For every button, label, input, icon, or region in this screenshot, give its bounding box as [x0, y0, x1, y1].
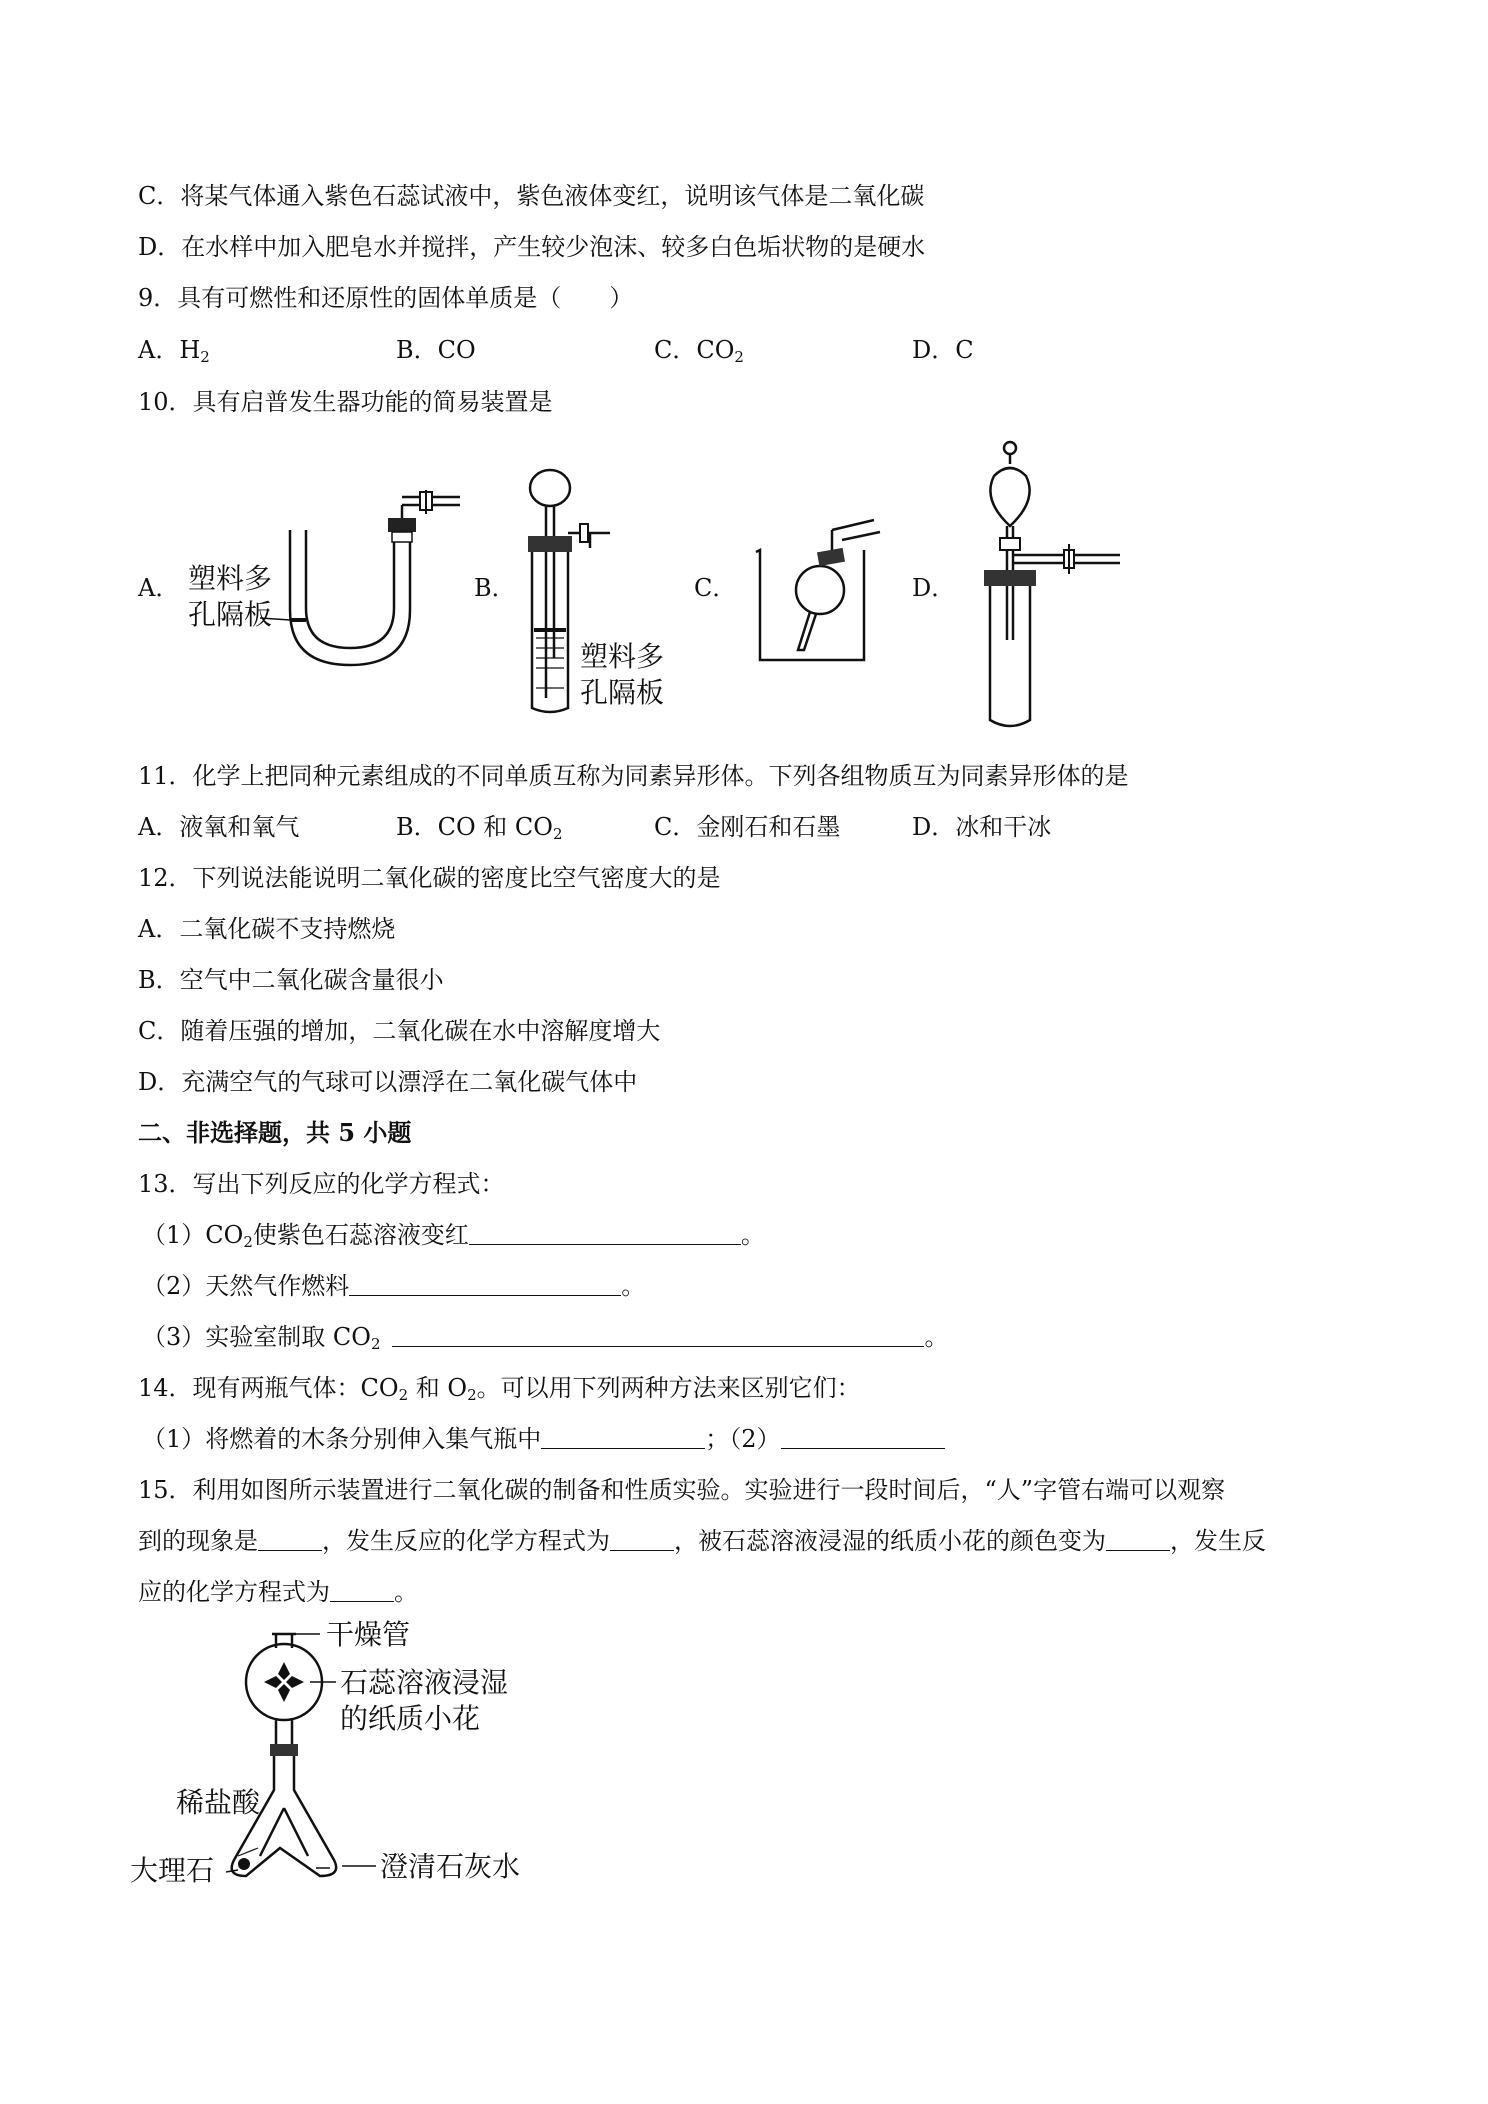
- q9-stem: 9．具有可燃性和还原性的固体单质是（ ）: [138, 284, 634, 312]
- q12-option-d: D．充满空气的气球可以漂浮在二氧化碳气体中: [138, 1068, 638, 1096]
- q10-figure-a-label-1: 塑料多: [188, 562, 273, 595]
- q13-part-2-blank[interactable]: [349, 1271, 621, 1296]
- q15-blank-1[interactable]: [258, 1526, 322, 1551]
- q11-option-b: B．CO 和 $CO_2$: [396, 813, 563, 843]
- q15-figure-label-acid: 稀盐酸: [176, 1786, 261, 1819]
- q15-figure-label-dry-tube: 干燥管: [326, 1618, 411, 1651]
- q10-stem: 10．具有启普发生器功能的简易装置是: [138, 388, 553, 416]
- q12-option-c: C．随着压强的增加，二氧化碳在水中溶解度增大: [138, 1017, 661, 1045]
- q10-figure-c-beaker: [748, 510, 888, 670]
- q10-label-c: C．: [694, 574, 737, 602]
- q10-figure-d-separatory-funnel: [980, 440, 1140, 730]
- q15-blank-4[interactable]: [330, 1577, 394, 1602]
- q10-label-a: A．: [138, 574, 180, 602]
- q9-option-b: B．CO: [396, 336, 476, 364]
- q9-option-d: D．C: [912, 336, 974, 364]
- q13-part-3: （3）实验室制取 $CO_2$ 。: [142, 1323, 949, 1353]
- q9-option-a: A．$H_2$: [138, 336, 210, 366]
- q11-option-d: D．冰和干冰: [912, 813, 1052, 841]
- q15-figure-label-marble: 大理石: [130, 1854, 215, 1887]
- q12-option-a: A．二氧化碳不支持燃烧: [138, 915, 396, 943]
- q15-blank-2[interactable]: [610, 1526, 674, 1551]
- q13-stem: 13．写出下列反应的化学方程式：: [138, 1170, 505, 1198]
- q10-label-d: D．: [912, 574, 956, 602]
- q9-option-c: C．$CO_2$: [654, 336, 744, 366]
- q11-option-c: C．金刚石和石墨: [654, 813, 841, 841]
- q10-figure-b-funnel-tube: [520, 458, 690, 718]
- q12-option-b: B．空气中二氧化碳含量很小: [138, 966, 444, 994]
- q10-figure-b-label-2: 孔隔板: [580, 676, 665, 709]
- q14-method-2-blank[interactable]: [781, 1424, 945, 1449]
- q12-stem: 12．下列说法能说明二氧化碳的密度比空气密度大的是: [138, 864, 721, 892]
- q15-figure-label-flower-1: 石蕊溶液浸湿: [340, 1666, 509, 1699]
- q15-figure-apparatus: [130, 1618, 530, 1898]
- q13-part-3-blank[interactable]: [392, 1322, 924, 1347]
- q14-method-1-blank[interactable]: [541, 1424, 705, 1449]
- q15-blank-3[interactable]: [1106, 1526, 1170, 1551]
- q15-line-2: 到的现象是 ，发生反应的化学方程式为 ，被石蕊溶液浸湿的纸质小花的颜色变为 ，发生反: [138, 1527, 1266, 1555]
- q8-option-d: D．在水样中加入肥皂水并搅拌，产生较少泡沫、较多白色垢状物的是硬水: [138, 233, 926, 261]
- q10-figure-b-label-1: 塑料多: [580, 640, 665, 673]
- q8-option-c: C．将某气体通入紫色石蕊试液中，紫色液体变红，说明该气体是二氧化碳: [138, 182, 925, 210]
- q11-option-a: A．液氧和氧气: [138, 813, 300, 841]
- q10-figure-a-u-tube: [180, 490, 480, 670]
- q13-part-2: （2）天然气作燃料 。: [142, 1272, 646, 1300]
- q11-stem: 11．化学上把同种元素组成的不同单质互称为同素异形体。下列各组物质互为同素异形体的是: [138, 762, 1129, 790]
- q13-part-1-blank[interactable]: [469, 1220, 741, 1245]
- q15-figure-label-limewater: 澄清石灰水: [380, 1850, 521, 1883]
- q15-figure-label-flower-2: 的纸质小花: [340, 1702, 481, 1735]
- q15-line-3: 应的化学方程式为 。: [138, 1578, 418, 1606]
- q14-stem: 14．现有两瓶气体：$CO_2$ 和 $O_2$。可以用下列两种方法来区别它们：: [138, 1374, 861, 1404]
- q13-part-1: $(1)CO_2$使紫色石蕊溶液变红 。: [142, 1221, 765, 1251]
- q15-line-1: 15．利用如图所示装置进行二氧化碳的制备和性质实验。实验进行一段时间后，“人”字管右端可以观察: [138, 1476, 1226, 1504]
- q10-figure-a-label-2: 孔隔板: [188, 598, 273, 631]
- q14-methods: （1）将燃着的木条分别伸入集气瓶中 ；（2）: [142, 1423, 945, 1455]
- section-2-title: 二、非选择题，共 5 小题: [138, 1118, 412, 1147]
- q10-label-b: B．: [474, 574, 516, 602]
